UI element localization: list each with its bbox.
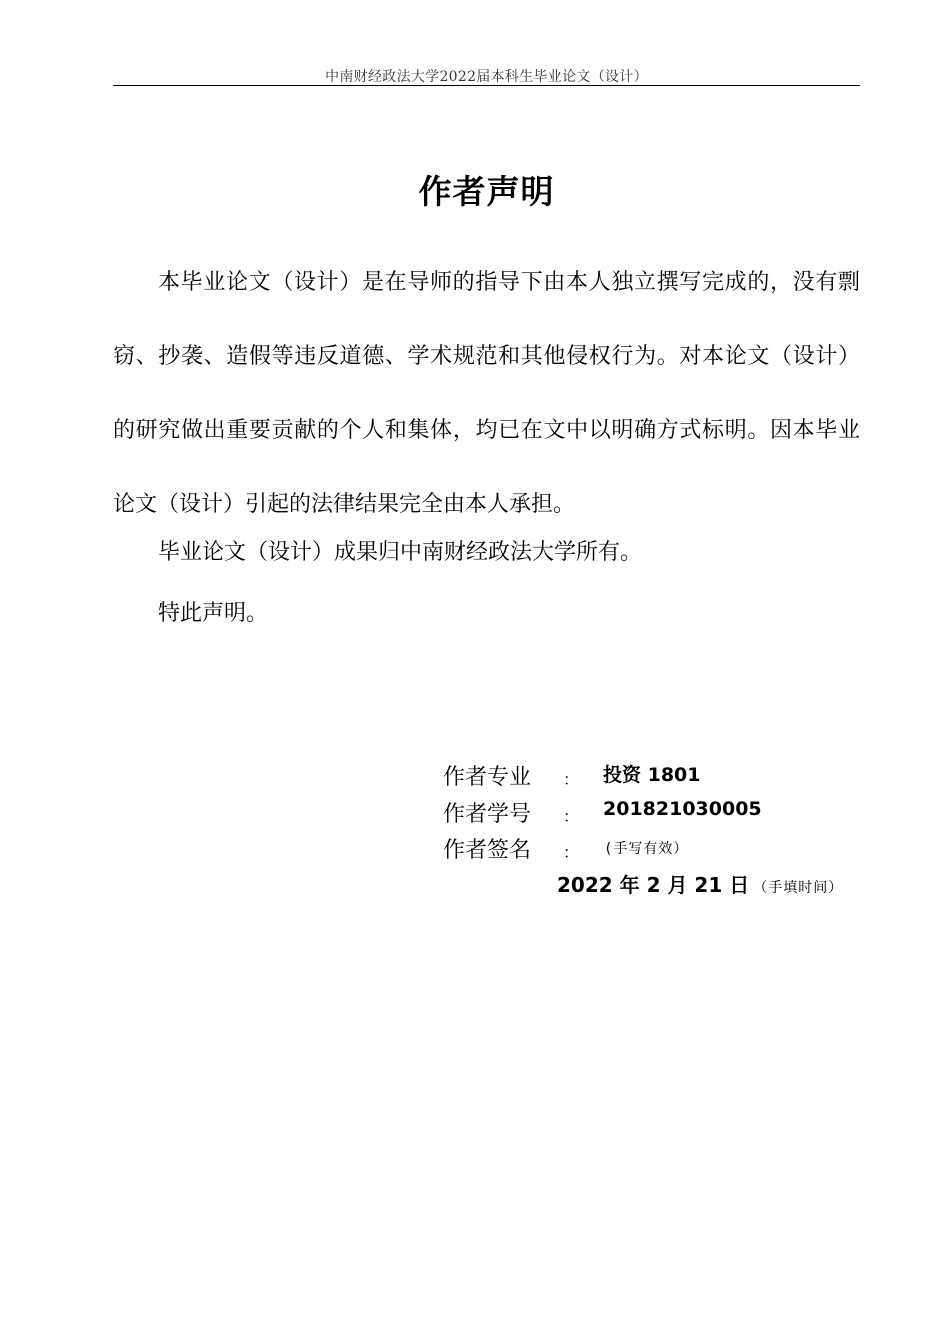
header-divider bbox=[113, 85, 860, 86]
major-label: 作者专业 bbox=[443, 765, 532, 790]
major-colon: ： bbox=[563, 770, 580, 789]
page-header: 中南财经政法大学2022届本科生毕业论文（设计） bbox=[325, 69, 648, 85]
major-value: 投资 1801 bbox=[603, 764, 701, 786]
signature-label: 作者签名 bbox=[443, 838, 532, 863]
signature-colon: ： bbox=[563, 843, 580, 862]
date-line bbox=[557, 869, 843, 898]
closing-paragraph: 特此声明。 bbox=[158, 601, 269, 626]
student-id-label: 作者学号 bbox=[443, 802, 532, 827]
date-value: 2022 年 2 月 21 日 bbox=[557, 873, 750, 897]
page-title: 作者声明 bbox=[418, 172, 555, 211]
student-id-value: 201821030005 bbox=[603, 798, 762, 820]
ownership-paragraph: 毕业论文（设计）成果归中南财经政法大学所有。 bbox=[158, 540, 643, 565]
date-note: （手填时间） bbox=[753, 880, 844, 896]
declaration-paragraph: 本毕业论文（设计）是在导师的指导下由本人独立撰写完成的，没有剽窃、抄袭、造假等违反道德、学术规范和其他侵权行为。对本论文（设计）的研究做出重要贡献的个人和集体，均已在文中以明确方式标明。因本毕业论文（设计）引起的法律结果完全由本人承担。 bbox=[113, 270, 860, 517]
signature-note: (手写有效） bbox=[604, 841, 689, 857]
student-id-colon: ： bbox=[563, 807, 580, 826]
